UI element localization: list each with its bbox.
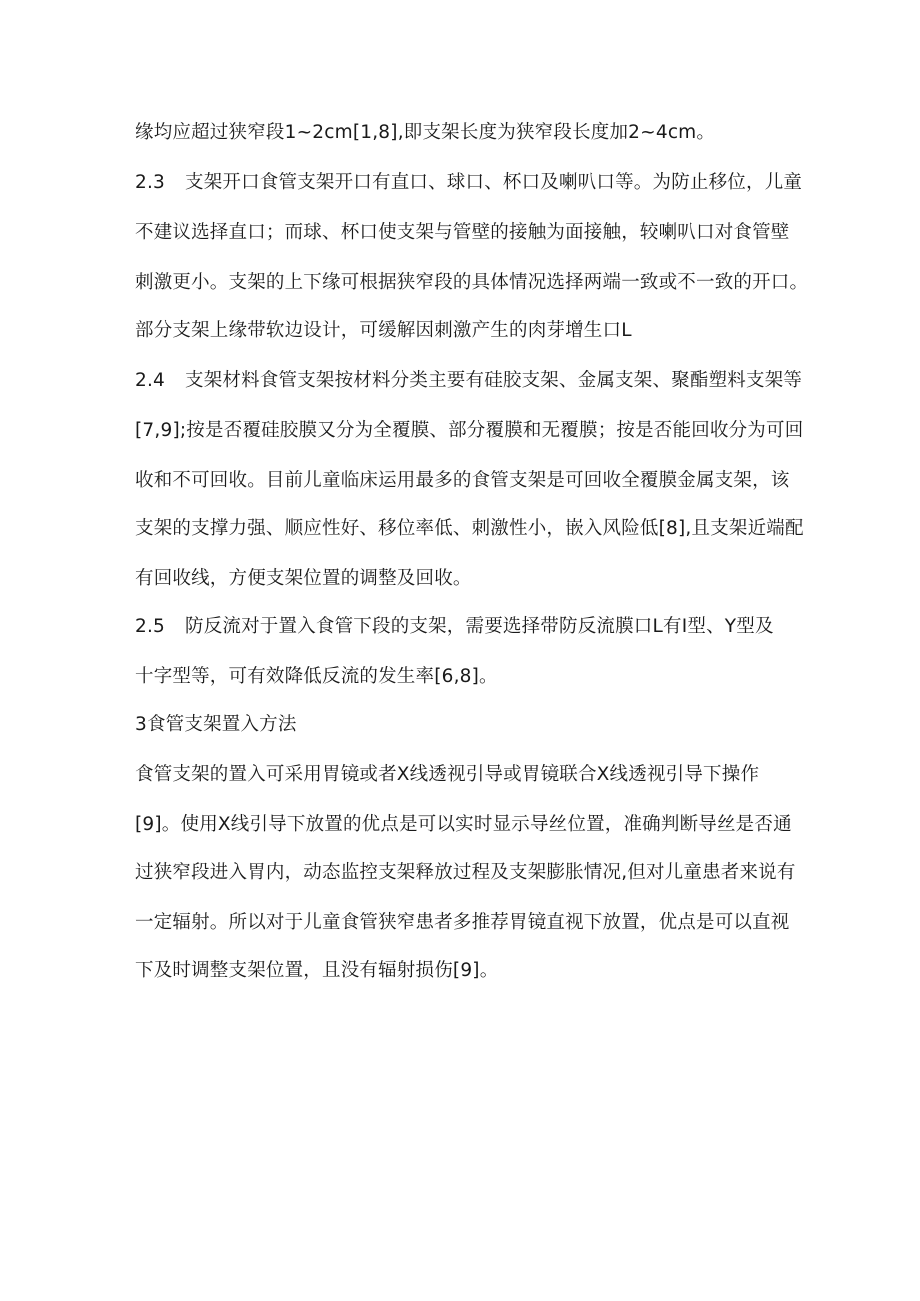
text-line: 一定辐射。所以对于儿童食管狭窄患者多推荐胃镜直视下放置，优点是可以直视	[135, 912, 790, 933]
section-2-5-line	[135, 615, 774, 639]
section-number: 2.4	[135, 370, 166, 391]
text-line: 支架的支撑力强、顺应性好、移位率低、刺激性小，嵌入风险低[8],且支架近端配	[135, 518, 804, 539]
section-number: 2.5	[135, 616, 166, 637]
text-line: [7,9];按是否覆硅胶膜又分为全覆膜、部分覆膜和无覆膜；按是否能回收分为可回	[135, 420, 804, 441]
text-line: 十字型等，可有效降低反流的发生率[6,8]。	[135, 666, 498, 687]
text-line: 食管支架的置入可采用胃镜或者X线透视引导或胃镜联合X线透视引导下操作	[135, 764, 760, 785]
text-line: 缘均应超过狭窄段1~2cm[1,8],即支架长度为狭窄段长度加2~4cm。	[135, 122, 716, 143]
text-line: 有回收线，方便支架位置的调整及回收。	[135, 568, 472, 589]
section-number: 2.3	[135, 172, 166, 193]
section-heading: 3食管支架置入方法	[135, 714, 297, 735]
section-text: 支架材料食管支架按材料分类主要有硅胶支架、金属支架、聚酯塑料支架等	[185, 370, 803, 391]
text-line: 下及时调整支架位置，且没有辐射损伤[9]。	[135, 960, 499, 981]
text-line: 部分支架上缘带软边设计，可缓解因刺激产生的肉芽增生口L	[135, 320, 632, 341]
text-line: 刺激更小。支架的上下缘可根据狭窄段的具体情况选择两端一致或不一致的开口。	[135, 272, 809, 293]
section-2-3-line	[135, 171, 802, 195]
section-text: 支架开口食管支架开口有直口、球口、杯口及喇叭口等。为防止移位，儿童	[185, 172, 803, 193]
section-text: 防反流对于置入食管下段的支架，需要选择带防反流膜口L有I型、Y型及	[185, 616, 774, 637]
text-line: [9]。使用X线引导下放置的优点是可以实时显示导丝位置，准确判断导丝是否通	[135, 814, 792, 835]
text-line: 收和不可回收。目前儿童临床运用最多的食管支架是可回收全覆膜金属支架，该	[135, 470, 790, 491]
text-line: 过狭窄段进入胃内，动态监控支架释放过程及支架膨胀情况,但对儿童患者来说有	[135, 862, 796, 883]
section-2-4-line	[135, 369, 802, 393]
text-line: 不建议选择直口；而球、杯口使支架与管壁的接触为面接触，较喇叭口对食管壁	[135, 222, 790, 243]
